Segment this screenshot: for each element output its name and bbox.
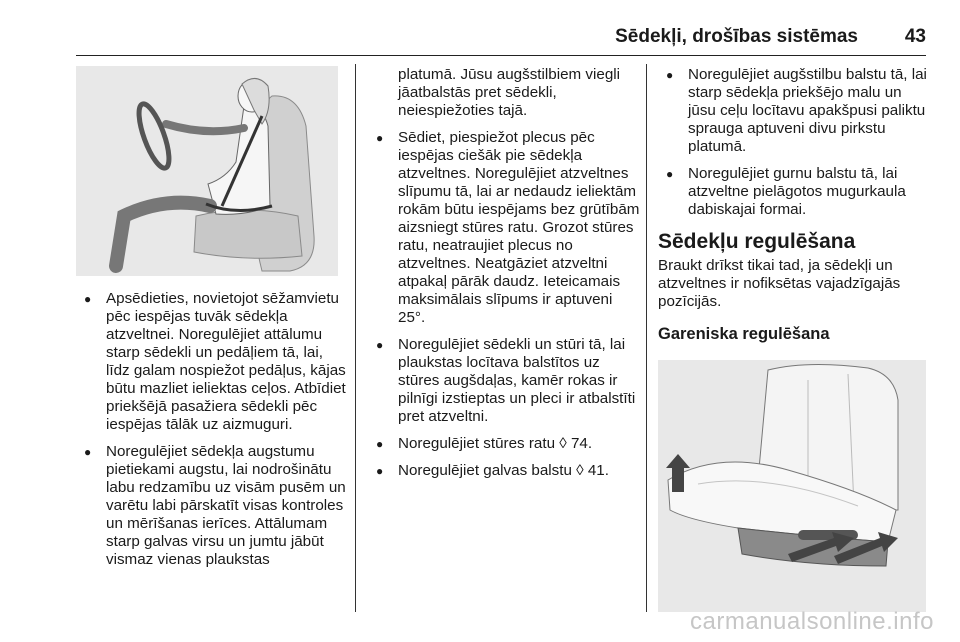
seat-adjustment-illustration xyxy=(658,360,926,612)
list-item: ● Noregulējiet sēdekļa augstumu pietiekami augstu, lai nodrošinātu labu redzamību uz visām pusēm un varētu labi pārskatīt visas kontroles un mērīšanas ierīces. Attālumam starp galvas virsu un jumtu jābūt vismaz vienas plaukstas xyxy=(76,443,346,569)
list-item: ● Apsēdieties, novietojot sēžamvietu pēc iespējas tuvāk sēdekļa atzveltnei. Noregulējiet attālumu starp sēdekli un pedāļiem tā, lai, līdz galam nospiežot pedāļus, kājas būtu mazliet ieliektas ceļos. Atbīdiet priekšējā pasažiera sēdekli pēc iespējas tālāk uz aizmuguri. xyxy=(76,290,346,434)
column-2 xyxy=(368,66,640,489)
section-heading: Sēdekļu regulēšana xyxy=(658,230,856,253)
watermark: carmanualsonline.info xyxy=(690,608,934,635)
list-item: ● Noregulējiet gurnu balstu tā, lai atzveltne pielāgotos mugurkaula dabiskajai formai. xyxy=(658,165,930,219)
seating-instructions-list-2 xyxy=(368,129,640,480)
page-number: 43 xyxy=(904,26,926,47)
list-item: ● Sēdiet, piespiežot plecus pēc iespējas ciešāk pie sēdekļa atzveltnes. Noregulējiet atzveltnes slīpumu tā, lai ar nedaudz ieliektām rokām būtu iespējams bez grūtībām aizsniegt stūres ratu. Grozot stūres ratu, neatraujiet plecus no atzveltnes. Neatgāziet atzveltni atpakaļ pārāk daudz. Ieteicamais maksimālais slīpums ir aptuveni 25°. xyxy=(368,129,640,327)
column-1 xyxy=(76,290,346,578)
section-paragraph: Braukt drīkst tikai tad, ja sēdekļi un atzveltnes ir nofiksētas vajadzīgajās pozīcijās. xyxy=(658,257,901,310)
list-item: ● Noregulējiet augšstilbu balstu tā, lai starp sēdekļa priekšējo malu un jūsu ceļu locītavu apakšpusi paliktu sprauga aptuveni divu pirkstu platumā. xyxy=(658,66,930,156)
list-item: ● Noregulējiet stūres ratu ◊ 74. xyxy=(368,435,640,453)
list-item: ● Noregulējiet galvas balstu ◊ 41. xyxy=(368,462,640,480)
section-title: Sēdekļi, drošības sistēmas xyxy=(615,26,858,47)
seating-instructions-list-1 xyxy=(76,290,346,569)
list-item: ● Noregulējiet sēdekli un stūri tā, lai plaukstas locītava balstītos uz stūres augšdaļas, kamēr rokas ir pilnīgi izstieptas un pleci ir atbalstīti pret atzveltni. xyxy=(368,336,640,426)
subsection-heading: Gareniska regulēšana xyxy=(658,325,830,343)
column-divider-left xyxy=(355,64,356,612)
column-divider-right xyxy=(646,64,647,612)
column-3 xyxy=(658,66,930,349)
driver-seating-illustration xyxy=(76,66,338,276)
header-divider xyxy=(76,55,926,56)
seat-adjustment-drawing xyxy=(658,360,926,612)
driver-seating-drawing xyxy=(76,66,338,276)
page-header xyxy=(0,0,960,58)
seating-instructions-list-3 xyxy=(658,66,930,219)
continued-text: platumā. Jūsu augšstilbiem viegli jāatbalstās pret sēdekli, neiespiežoties tajā. xyxy=(398,66,621,119)
